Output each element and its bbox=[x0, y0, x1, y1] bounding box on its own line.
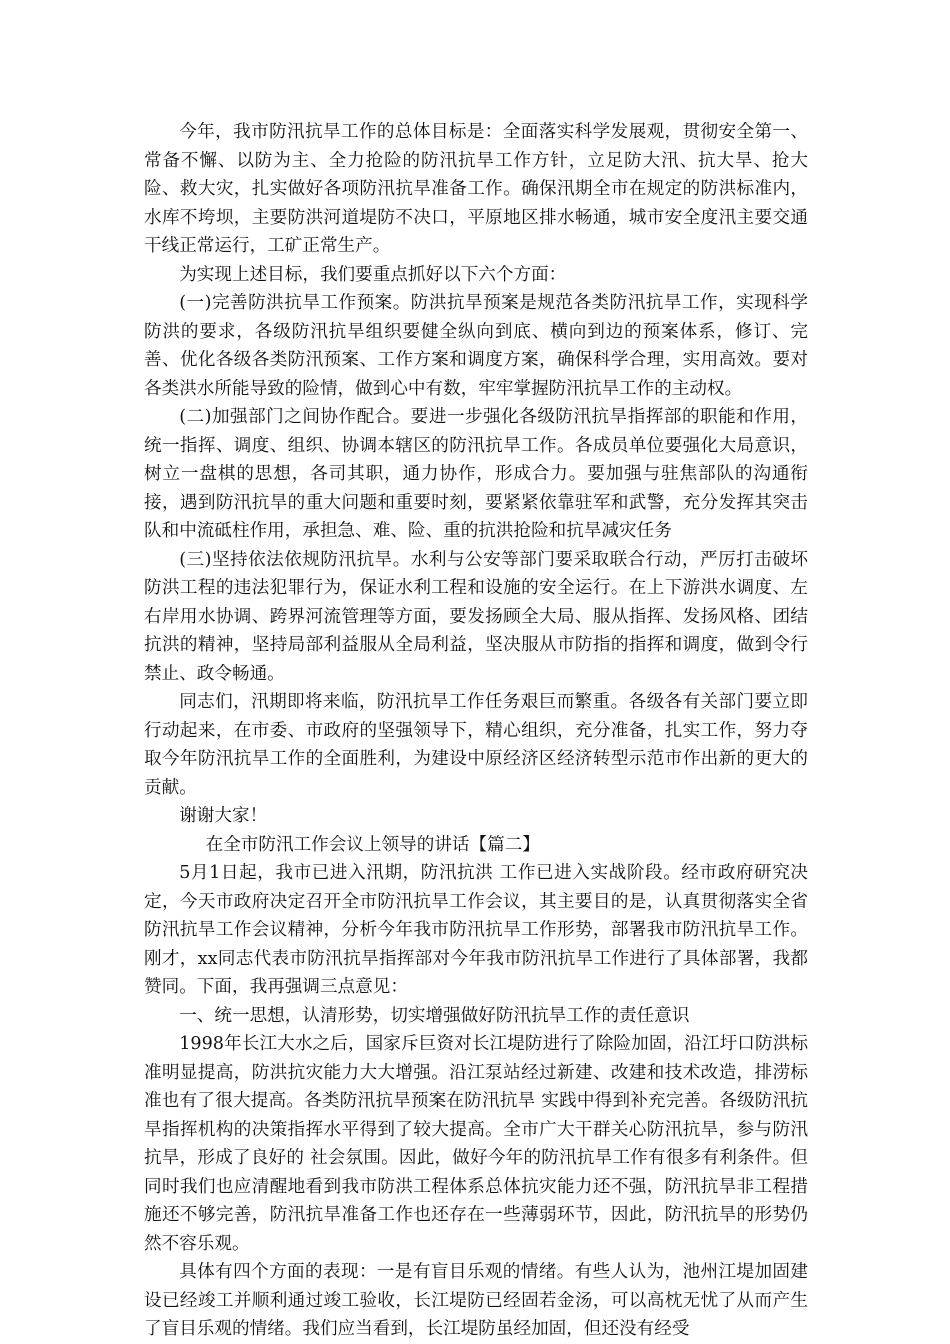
document-page bbox=[144, 118, 808, 1344]
paragraph-point-one: (一)完善防洪抗旱工作预案。防洪抗旱预案是规范各类防汛抗旱工作，实现科学防洪的要求，各级防汛抗旱组织要健全纵向到底、横向到边的预案体系，修订、完善、优化各级各类防汛预案、工作方案和调度方案，确保科学合理，实用高效。要对各类洪水所能导致的险情，做到心中有数，牢牢掌握防汛抗旱工作的主动权。 bbox=[144, 293, 808, 399]
paragraph-four-aspects: 具体有四个方面的表现：一是有盲目乐观的情绪。有些人认为，池州江堤加固建设已经竣工并顺利通过竣工验收，长江堤防已经固若金汤，可以高枕无忧了从而产生了盲目乐观的情绪。我们应当看到，长江堤防虽经加固，但还没有经受 bbox=[144, 1262, 808, 1339]
paragraph-flood-season-start: 5月1日起，我市已进入汛期，防汛抗洪 工作已进入实战阶段。经市政府研究决定，今天市政府决定召开全市防汛抗旱工作会议，其主要目的是，认真贯彻落实全省防汛抗旱工作会议精神，分析今年我市防汛抗旱工作形势，部署我市防汛抗旱工作。刚才，xx同志代表市防汛抗旱指挥部对今年我市防汛抗旱工作进行了具体部署，我都赞同。下面，我再强调三点意见： bbox=[144, 863, 808, 997]
paragraph-closing: 同志们，汛期即将来临，防汛抗旱工作任务艰巨而繁重。各级各有关部门要立即行动起来，在市委、市政府的坚强领导下，精心组织，充分准备，扎实工作，努力夺取今年防汛抗旱工作的全面胜利，为建设中原经济区经济转型示范市作出新的更大的贡献。 bbox=[144, 692, 808, 798]
paragraph-six-aspects-intro: 为实现上述目标，我们要重点抓好以下六个方面： bbox=[179, 264, 567, 285]
paragraph-point-two: (二)加强部门之间协作配合。要进一步强化各级防汛抗旱指挥部的职能和作用，统一指挥、调度、组织、协调本辖区的防汛抗旱工作。各成员单位要强化大局意识，树立一盘棋的思想，各司其职，通力协作，形成合力。要加强与驻焦部队的沟通衔接，遇到防汛抗旱的重大问题和重要时刻，要紧紧依靠驻军和武警，充分发挥其突击队和中流砥柱作用，承担急、难、险、重的抗洪抢险和抗旱减灾任务 bbox=[144, 407, 808, 541]
paragraph-overall-goal: 今年，我市防汛抗旱工作的总体目标是：全面落实科学发展观，贯彻安全第一、常备不懈、以防为主、全力抢险的防汛抗旱工作方针，立足防大汛、抗大旱、抢大险、救大灾，扎实做好各项防汛抗旱准备工作。确保汛期全市在规定的防洪标准内，水库不垮坝，主要防洪河道堤防不决口，平原地区排水畅通，城市安全度汛主要交通干线正常运行，工矿正常生产。 bbox=[144, 122, 808, 256]
paragraph-1998-flood: 1998年长江大水之后，国家斥巨资对长江堤防进行了除险加固，沿江圩口防洪标准明显提高，防洪抗灾能力大大增强。沿江泵站经过新建、改建和技术改造，排涝标准也有了很大提高。各类防汛抗旱预案在防汛抗旱 实践中得到补充完善。各级防汛抗旱指挥机构的决策指挥水平得到了较大提高。全市广大干群关心防汛抗旱，参与防汛抗旱，形成了良好的 社会氛围。因此，做好今年的防汛抗旱工作有很多有利条件。但同时我们也应清醒地看到我市防洪工程体系总体抗灾能力还不强，防汛抗旱非工程措施还不够完善，防汛抗旱准备工作也还存在一些薄弱环节，因此，防汛抗旱的形势仍然不容乐观。 bbox=[144, 1034, 808, 1254]
paragraph-subheading-one: 一、统一思想，认清形势，切实增强做好防汛抗旱工作的责任意识 bbox=[179, 1005, 690, 1026]
paragraph-thanks: 谢谢大家！ bbox=[179, 806, 268, 826]
section-heading-part-two: 在全市防汛工作会议上领导的讲话【篇二】 bbox=[205, 834, 540, 855]
paragraph-point-three: (三)坚持依法依规防汛抗旱。水利与公安等部门要采取联合行动，严厉打击破坏防洪工程的违法犯罪行为，保证水利工程和设施的安全运行。在上下游洪水调度、左右岸用水协调、跨界河流管理等方面，要发扬顾全大局、服从指挥、发扬风格、团结抗洪的精神，坚持局部利益服从全局利益，坚决服从市防指的指挥和调度，做到令行禁止、政令畅通。 bbox=[144, 549, 808, 684]
